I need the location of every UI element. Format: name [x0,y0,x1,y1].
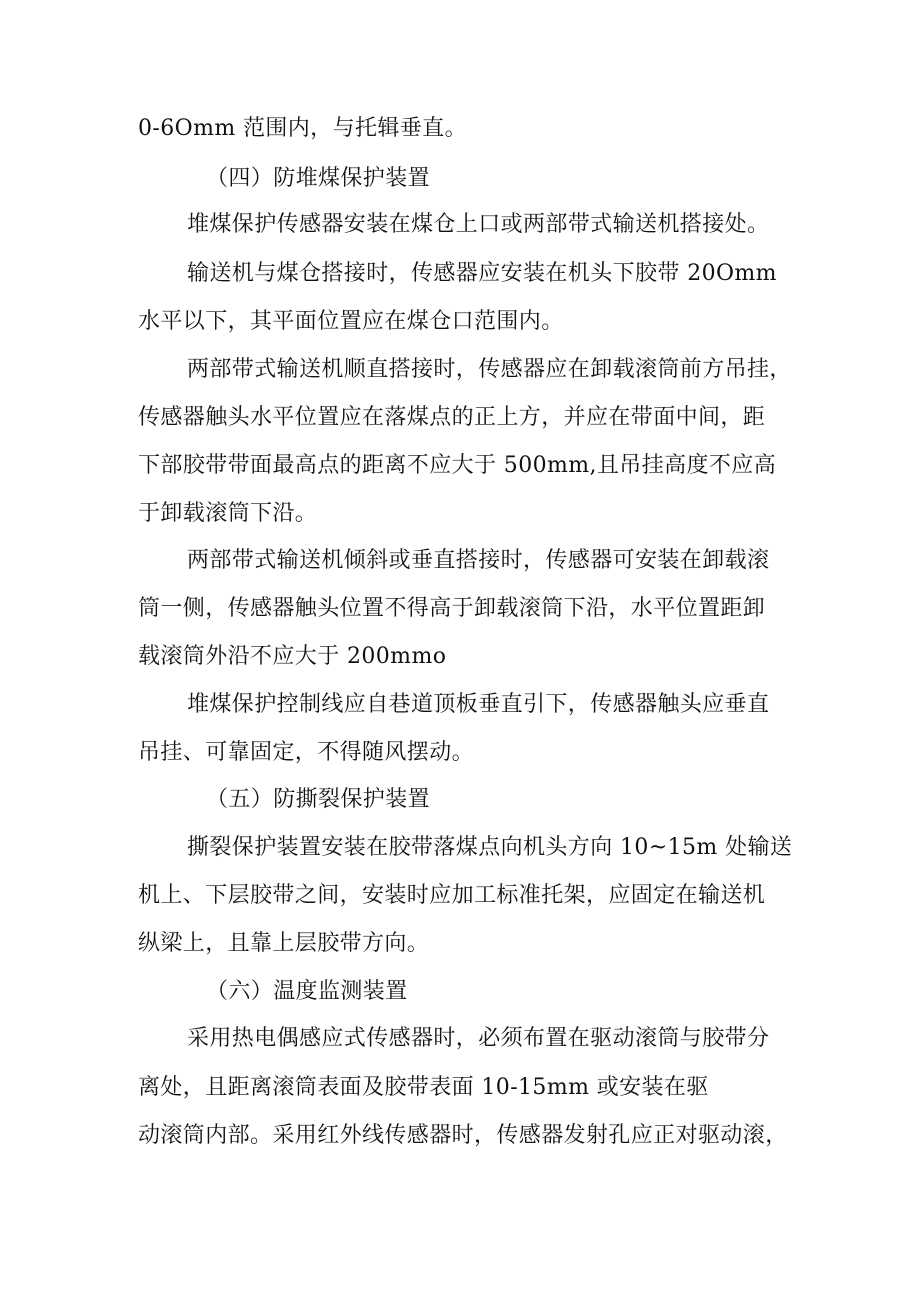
text-line: 于卸载滚筒下沿。 [138,501,318,526]
text-line: 输送机与煤仓搭接时，传感器应安装在机头下胶带 20Omm [187,261,777,286]
text-line: 两部带式输送机倾斜或垂直搭接时，传感器可安装在卸载滚 [187,548,770,573]
text-line: 撕裂保护装置安装在胶带落煤点向机头方向 10~15m 处输送 [187,835,793,860]
text-line: 采用热电偶感应式传感器时，必须布置在驱动滚筒与胶带分 [187,1026,770,1051]
text-line: 动滚筒内部。采用红外线传感器时，传感器发射孔应正对驱动滚， [138,1123,788,1148]
section-heading: （六）温度监测装置 [206,979,408,1004]
text-line: 水平以下，其平面位置应在煤仓口范围内。 [138,309,564,334]
text-line: 吊挂、可靠固定，不得随风摆动。 [138,740,475,765]
text-line: 纵梁上，且靠上层胶带方向。 [138,931,430,956]
text-line: 下部胶带带面最高点的距离不应大于 500mm,且吊挂高度不应高 [138,453,777,478]
text-line: 0-6Omm 范围内，与托辑垂直。 [138,116,467,141]
text-line: 堆煤保护传感器安装在煤仓上口或两部带式输送机搭接处。 [187,212,770,237]
section-heading: （四）防堆煤保护装置 [206,166,431,191]
text-line: 堆煤保护控制线应自巷道顶板垂直引下，传感器触头应垂直 [187,692,770,717]
text-line: 筒一侧，传感器触头位置不得高于卸载滚筒下沿，水平位置距卸 [138,596,766,621]
text-line: 传感器触头水平位置应在落煤点的正上方，并应在带面中间，距 [138,405,766,430]
text-line: 机上、下层胶带之间，安装时应加工标准托架，应固定在输送机 [138,883,766,908]
text-line: 两部带式输送机顺直搭接时，传感器应在卸载滚筒前方吊挂， [187,357,792,382]
section-heading: （五）防撕裂保护装置 [206,787,431,812]
text-line: 载滚筒外沿不应大于 200mmo [138,644,447,669]
text-line: 离处，且距离滚筒表面及胶带表面 10-15mm 或安装在驱 [138,1075,709,1100]
